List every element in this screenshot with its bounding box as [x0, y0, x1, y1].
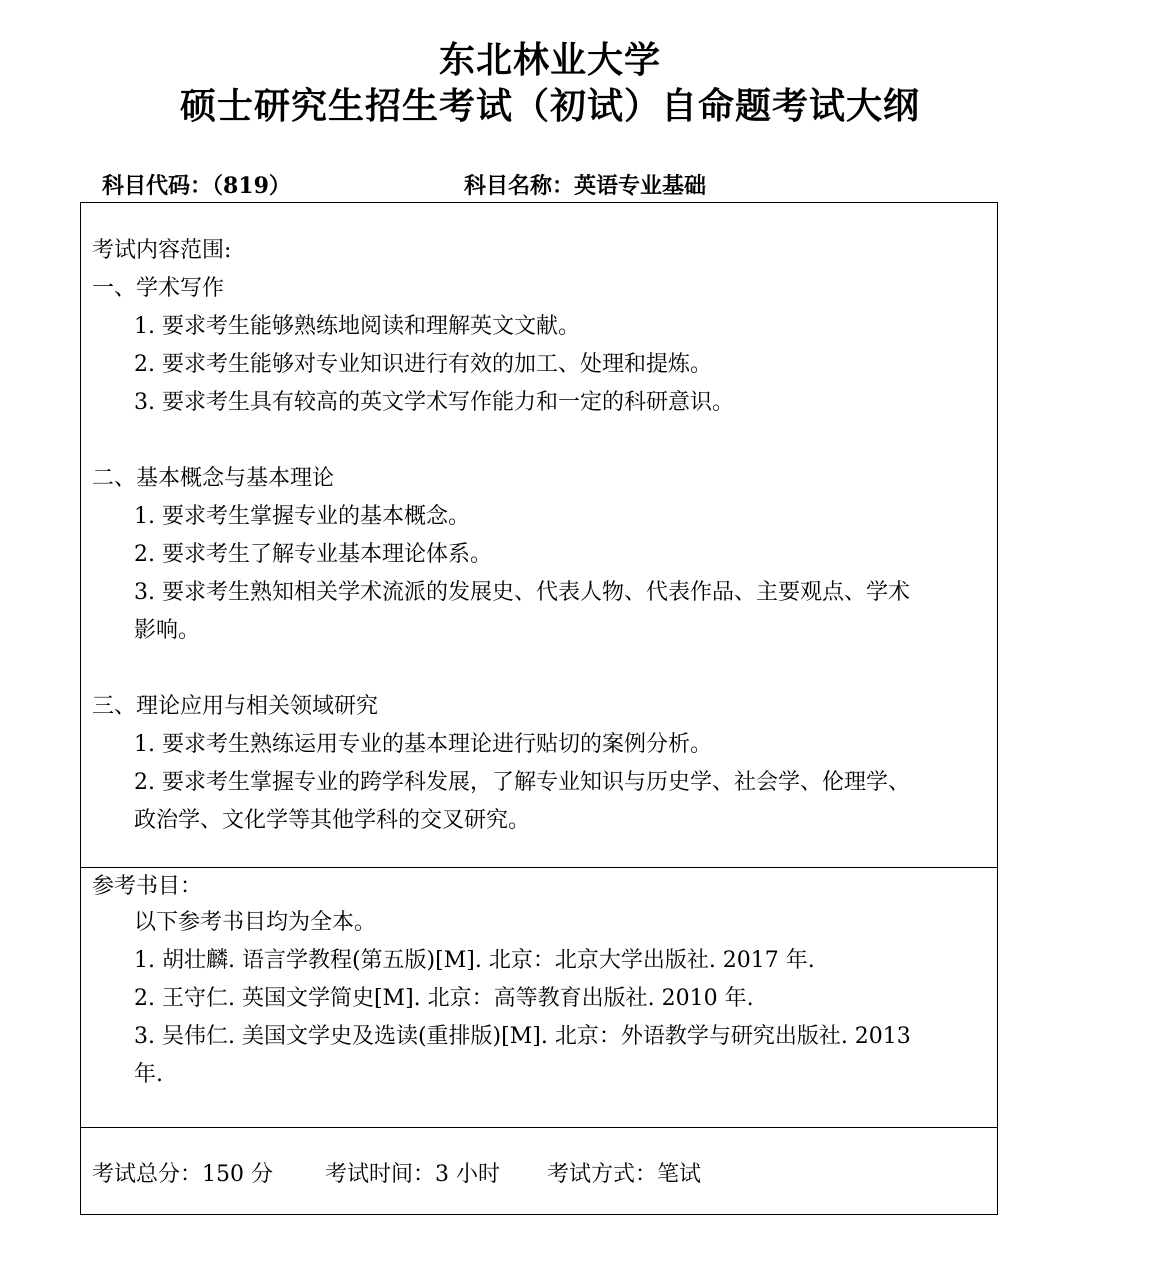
list-item: 2. 要求考生能够对专业知识进行有效的加工、处理和提炼。	[134, 352, 712, 377]
reference-item: 1. 胡壮麟. 语言学教程(第五版)[M]. 北京：北京大学出版社. 2017 年.	[134, 948, 815, 973]
document-title: 硕士研究生招生考试（初试）自命题考试大纲	[179, 85, 920, 127]
exam-format: 考试方式：笔试	[547, 1162, 702, 1187]
content-heading: 考试内容范围:	[92, 238, 232, 263]
total-score: 考试总分：150 分	[92, 1162, 273, 1187]
references-section	[81, 867, 997, 1127]
reference-item: 2. 王守仁. 英国文学简史[M]. 北京：高等教育出版社. 2010 年.	[134, 986, 754, 1011]
syllabus-table	[80, 202, 998, 1215]
list-item: 3. 要求考生熟知相关学术流派的发展史、代表人物、代表作品、主要观点、学术	[134, 580, 910, 605]
subject-name: 科目名称：英语专业基础	[464, 173, 707, 199]
exam-content-section	[81, 203, 997, 867]
list-item: 3. 要求考生具有较高的英文学术写作能力和一定的科研意识。	[134, 390, 734, 415]
list-item: 2. 要求考生了解专业基本理论体系。	[134, 542, 492, 567]
list-item: 1. 要求考生能够熟练地阅读和理解英文文献。	[134, 314, 580, 339]
list-item: 影响。	[134, 618, 201, 643]
section-title-application: 三、理论应用与相关领域研究	[92, 694, 379, 719]
list-item: 1. 要求考生掌握专业的基本概念。	[134, 504, 470, 529]
references-note: 以下参考书目均为全本。	[134, 910, 377, 935]
exam-duration: 考试时间：3 小时	[325, 1162, 500, 1187]
section-title-concepts: 二、基本概念与基本理论	[92, 466, 335, 491]
exam-info-section	[81, 1127, 997, 1216]
list-item: 1. 要求考生熟练运用专业的基本理论进行贴切的案例分析。	[134, 732, 712, 757]
reference-item: 3. 吴伟仁. 美国文学史及选读(重排版)[M]. 北京：外语教学与研究出版社. 2013	[134, 1024, 911, 1049]
subject-code: 科目代码：（819）	[102, 173, 291, 199]
list-item: 政治学、文化学等其他学科的交叉研究。	[134, 808, 531, 833]
references-heading: 参考书目：	[92, 874, 203, 899]
section-title-writing: 一、学术写作	[92, 276, 225, 301]
university-title: 东北林业大学	[438, 39, 661, 81]
list-item: 2. 要求考生掌握专业的跨学科发展，了解专业知识与历史学、社会学、伦理学、	[134, 770, 910, 795]
reference-item: 年.	[134, 1062, 163, 1087]
